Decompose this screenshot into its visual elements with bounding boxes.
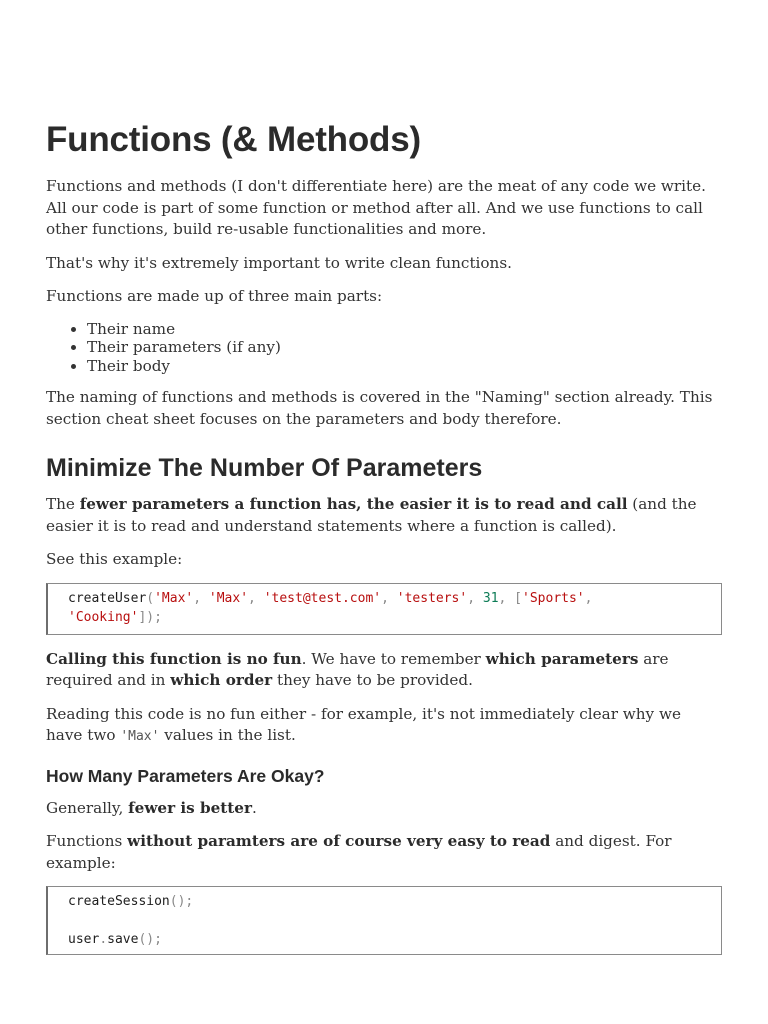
text-span: The — [46, 495, 80, 513]
code-function-name: createSession — [68, 894, 170, 909]
code-punctuation: ]); — [138, 609, 162, 625]
text-span: and digest. For example: — [46, 832, 672, 872]
list-item: • Their name — [87, 320, 722, 339]
text-span: . — [251, 798, 257, 817]
text-span: Reading this code is no fun either - for example, it's not immediately clear why we have two — [46, 704, 681, 744]
intro-paragraph-2: That's why it's extremely important to write clean functions. — [46, 253, 512, 272]
emphasis: which parameters — [485, 649, 639, 668]
params-paragraph-2: See this example: — [46, 550, 183, 568]
code-punctuation: (); — [169, 894, 194, 909]
params-paragraph-3 — [46, 649, 722, 692]
text-span: . We have to remember — [301, 649, 486, 668]
list-item: • Their body — [87, 357, 722, 376]
code-object-name: user — [68, 932, 100, 947]
text-span: they have to be provided. — [272, 671, 473, 689]
code-string: 'Max' — [208, 590, 249, 606]
code-punctuation: . — [99, 932, 108, 947]
list-item: • Their parameters (if any) — [87, 338, 722, 357]
code-string: 'Max' — [154, 590, 194, 606]
code-punctuation: ( — [146, 590, 155, 606]
page-title: Functions (& Methods) — [46, 120, 421, 159]
code-block-create-user: createUser('Max', 'Max', 'test@test.com', 'testers', 31, ['Sports', 'Cooking']); — [46, 583, 722, 635]
code-string: 'Cooking' — [68, 609, 139, 625]
params-paragraph-1 — [46, 494, 722, 537]
function-parts-list — [46, 320, 722, 376]
text-span: are required and in — [46, 649, 669, 689]
intro-paragraph-1: Functions and methods (I don't differentiate here) are the meat of any code we write. All our code is part of some function or method after all. And we use functions to call other functions, build re-usable functionalities and more. — [46, 177, 706, 238]
section-heading-how-many: How Many Parameters Are Okay? — [46, 765, 325, 786]
code-string: 'test@test.com' — [263, 590, 382, 606]
emphasis: without paramters are of course very easy to read — [127, 832, 551, 850]
emphasis: fewer is better — [128, 798, 252, 817]
emphasis: Calling this function is no fun — [46, 649, 302, 668]
code-string: 'Sports' — [522, 590, 585, 606]
params-paragraph-4 — [46, 704, 722, 748]
inline-code: 'Max' — [120, 729, 160, 744]
text-span: Generally, — [46, 798, 129, 817]
text-span: (and the easier it is to read and understand statements where a function is called). — [46, 495, 697, 535]
okay-paragraph-2 — [46, 831, 722, 874]
document-page — [46, 112, 722, 969]
intro-paragraph-4: The naming of functions and methods is covered in the "Naming" section already. This section cheat sheet focuses on the parameters and body therefore. — [46, 388, 713, 428]
code-string: 'testers' — [396, 590, 468, 606]
emphasis: which order — [170, 671, 273, 689]
section-heading-parameters: Minimize The Number Of Parameters — [46, 454, 483, 482]
text-span: Functions — [46, 832, 128, 850]
code-punctuation: (); — [138, 932, 162, 947]
okay-paragraph-1 — [46, 798, 722, 820]
emphasis: fewer parameters a function has, the easier it is to read and call — [79, 495, 628, 513]
intro-paragraph-3: Functions are made up of three main parts: — [46, 287, 383, 305]
code-function-name: save — [107, 932, 139, 947]
code-number: 31 — [482, 590, 499, 606]
text-span: values in the list. — [159, 726, 296, 744]
code-block-no-params — [46, 886, 722, 955]
code-function-name: createUser — [68, 590, 147, 606]
